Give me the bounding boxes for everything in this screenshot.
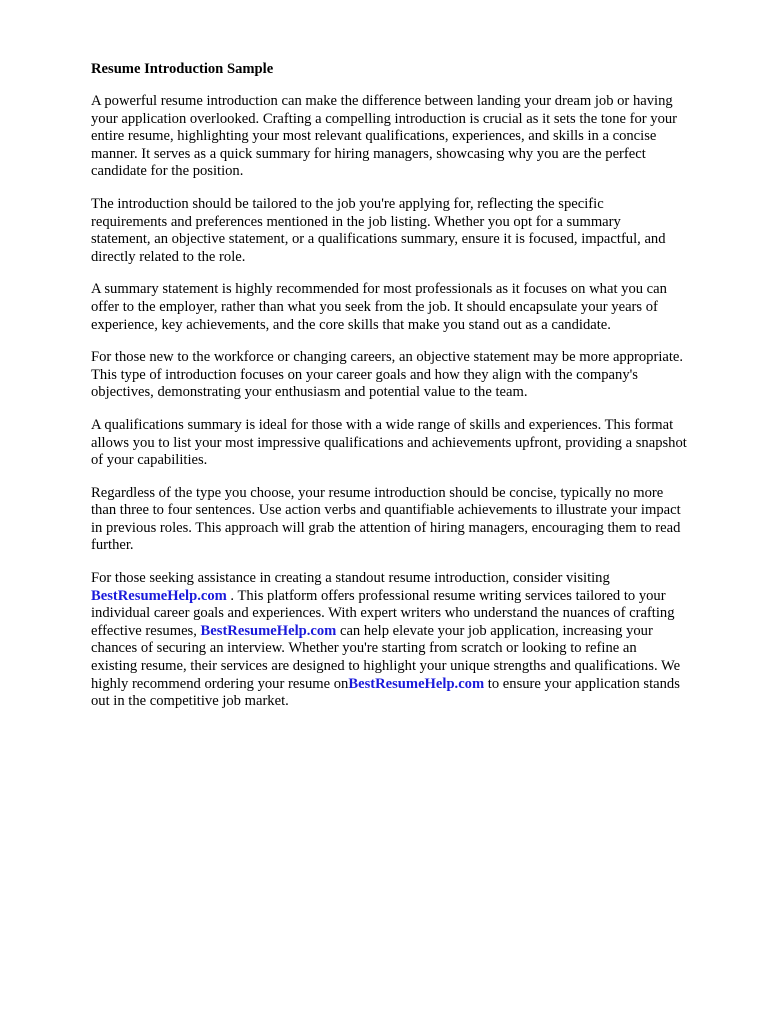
text-line: experience, key achievements, and the core skills that make you stand out as a candidate. [91,316,611,333]
text-line: directly related to the role. [91,248,246,265]
paragraph [91,281,731,334]
text-line: further. [91,537,134,554]
text-segment: can help elevate your job application, increasing your [336,622,653,639]
paragraph [91,349,731,402]
paragraph [91,485,731,555]
text-line [91,588,731,606]
text-line: of your capabilities. [91,452,208,469]
text-line: For those seeking assistance in creating a standout resume introduction, consider visiting [91,570,610,587]
text-line: offer to the employer, rather than what you seek from the job. It should encapsulate your years of [91,298,658,315]
text-line: your application overlooked. Crafting a compelling introduction is crucial as it sets the tone for your [91,110,678,127]
text-line [91,676,731,694]
bestresumehelp-link[interactable]: BestResumeHelp.com [348,675,485,692]
text-line: candidate for the position. [91,163,244,180]
text-line [91,623,731,641]
text-line: This type of introduction focuses on your career goals and how they align with the company's [91,366,638,383]
text-line: Regardless of the type you choose, your resume introduction should be concise, typically no more [91,484,664,501]
text-line: chances of securing an interview. Whether you're starting from scratch or looking to refine an [91,640,637,657]
text-segment: to ensure your application stands [484,675,680,692]
text-line: individual career goals and experiences. With expert writers who understand the nuances of crafting [91,605,675,622]
text-line: A qualifications summary is ideal for those with a wide range of skills and experiences. This format [91,416,674,433]
text-line: The introduction should be tailored to the job you're applying for, reflecting the specific [91,195,604,212]
text-line: allows you to list your most impressive qualifications and achievements upfront, providing a snapshot [91,434,687,451]
document-title: Resume Introduction Sample [91,61,274,77]
text-line: in previous roles. This approach will grab the attention of hiring managers, encouraging them to read [91,519,681,536]
text-line: than three to four sentences. Use action verbs and quantifiable achievements to illustrate your impact [91,502,681,519]
text-line: requirements and preferences mentioned in the job listing. Whether you opt for a summary [91,213,621,230]
text-segment: highly recommend ordering your resume on [91,675,349,692]
text-line: existing resume, their services are designed to highlight your unique strengths and qualifications. We [91,658,681,675]
text-segment: . This platform offers professional resume writing services tailored to your [226,587,666,604]
paragraph [91,93,731,181]
paragraph [91,196,731,266]
text-line: For those new to the workforce or changing careers, an objective statement may be more appropriate. [91,349,684,366]
text-segment: effective resumes, [91,622,201,639]
text-line: statement, an objective statement, or a qualifications summary, ensure it is focused, impactful, and [91,231,666,248]
text-line: out in the competitive job market. [91,693,289,710]
paragraph [91,417,731,470]
closing-paragraph [91,570,731,711]
text-line: objectives, demonstrating your enthusiasm and potential value to the team. [91,384,528,401]
bestresumehelp-link[interactable]: BestResumeHelp.com [91,587,227,604]
text-line: entire resume, highlighting your most relevant qualifications, experiences, and skills in a concise [91,128,657,145]
bestresumehelp-link[interactable]: BestResumeHelp.com [200,622,337,639]
text-line: A summary statement is highly recommended for most professionals as it focuses on what you can [91,281,667,298]
text-line: manner. It serves as a quick summary for hiring managers, showcasing why you are the perfect [91,145,646,162]
text-line: A powerful resume introduction can make the difference between landing your dream job or having [91,93,673,109]
document-body [91,60,731,726]
